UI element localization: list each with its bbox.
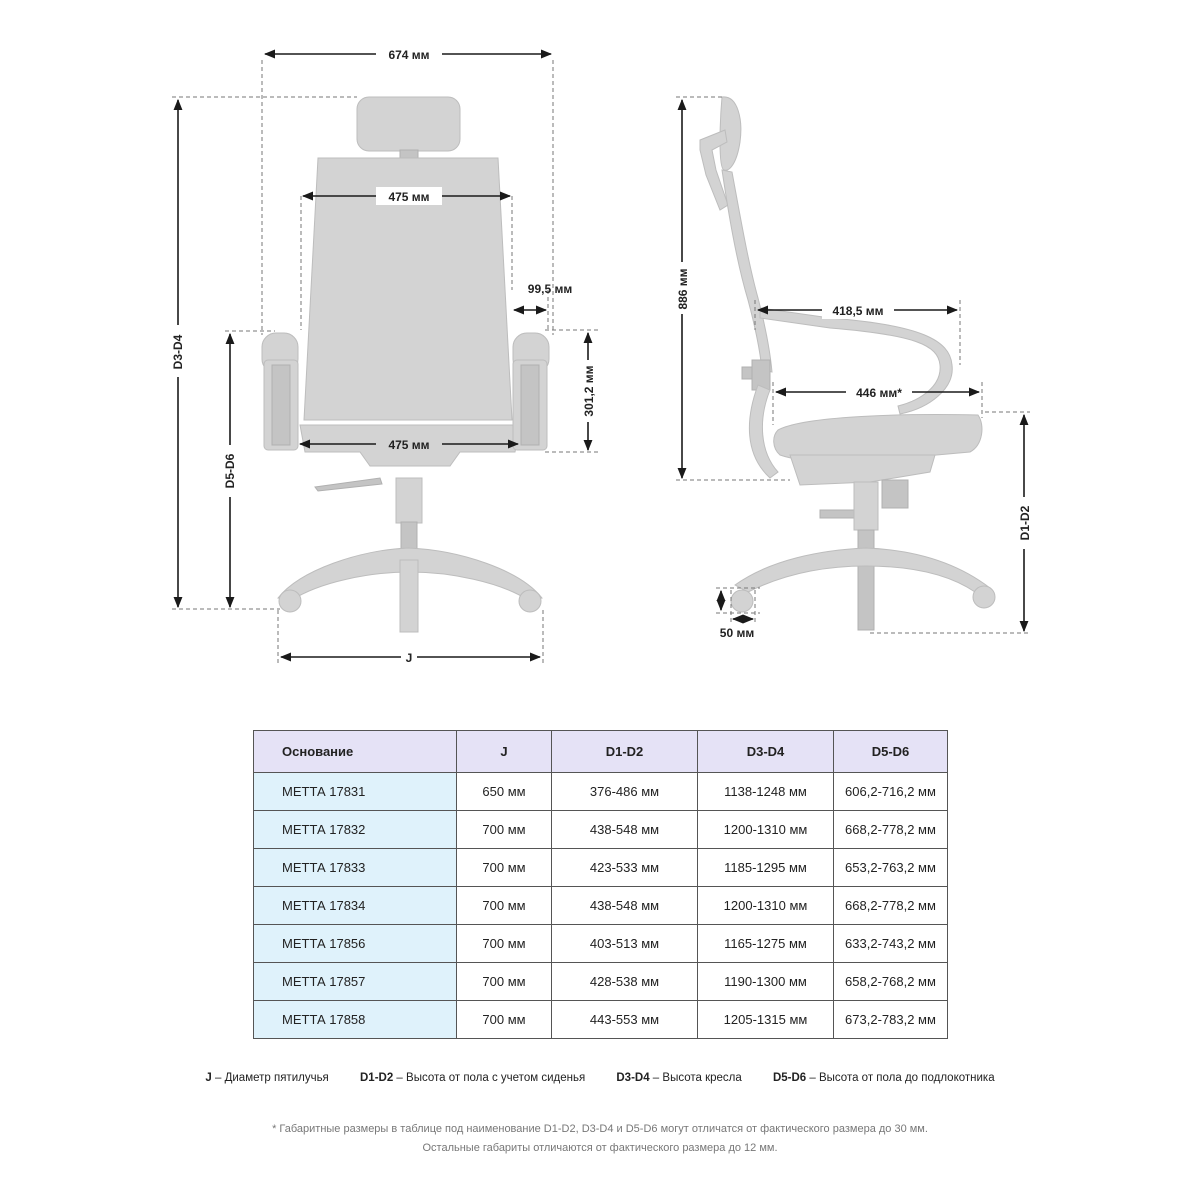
legend-item-j: J – Диаметр пятилучья xyxy=(205,1072,329,1084)
front-armrest-left xyxy=(262,333,298,450)
cell-d3d4: 1200-1310 мм xyxy=(698,811,834,849)
side-gas-lift xyxy=(854,482,878,530)
cell-base: МЕТТА 17857 xyxy=(254,963,457,1001)
cell-base: МЕТТА 17834 xyxy=(254,887,457,925)
dim-label-d5d6: D5-D6 xyxy=(223,453,237,489)
cell-j: 700 мм xyxy=(457,925,552,963)
cell-d1d2: 438-548 мм xyxy=(552,811,698,849)
footnote-line: * Габаритные размеры в таблице под наименование D1-D2, D3-D4 и D5-D6 могут отличатся от фактического размера до 30 мм. xyxy=(272,1123,928,1135)
cell-j: 700 мм xyxy=(457,811,552,849)
side-back-frame xyxy=(722,170,772,372)
legend-item-d1d2: D1-D2 – Высота от пола с учетом сиденья xyxy=(360,1072,586,1084)
cell-base: МЕТТА 17833 xyxy=(254,849,457,887)
cell-d5d6: 668,2-778,2 мм xyxy=(834,887,948,925)
dim-back-height: 886 мм xyxy=(676,268,690,310)
cell-j: 700 мм xyxy=(457,963,552,1001)
dim-armrest-height: 301,2 мм xyxy=(582,365,596,417)
table-row xyxy=(254,811,948,849)
dim-armrest-width: 99,5 мм xyxy=(527,282,573,296)
footnotes xyxy=(0,1120,1200,1158)
front-armrest-right xyxy=(513,333,549,450)
cell-d5d6: 658,2-768,2 мм xyxy=(834,963,948,1001)
cell-j: 700 мм xyxy=(457,849,552,887)
cell-d1d2: 443-553 мм xyxy=(552,1001,698,1039)
dim-label-d1d2: D1-D2 xyxy=(1018,505,1032,541)
dim-back-width: 475 мм xyxy=(388,190,430,204)
front-view-chair xyxy=(262,97,549,632)
table-row xyxy=(254,849,948,887)
cell-d3d4: 1165-1275 мм xyxy=(698,925,834,963)
cell-d3d4: 1185-1295 мм xyxy=(698,849,834,887)
dim-overall-width: 674 мм xyxy=(388,48,430,62)
table-row xyxy=(254,963,948,1001)
cell-j: 700 мм xyxy=(457,1001,552,1039)
footnote-line: Остальные габариты отличаются от фактического размера до 12 мм. xyxy=(422,1142,778,1154)
cell-j: 700 мм xyxy=(457,887,552,925)
cell-d1d2: 423-533 мм xyxy=(552,849,698,887)
cell-d3d4: 1200-1310 мм xyxy=(698,887,834,925)
cell-d5d6: 673,2-783,2 мм xyxy=(834,1001,948,1039)
dim-seat-width: 475 мм xyxy=(388,438,430,452)
cell-base: МЕТТА 17831 xyxy=(254,773,457,811)
col-header-d3d4: D3-D4 xyxy=(698,731,834,773)
spec-table xyxy=(253,730,948,1039)
cell-d3d4: 1190-1300 мм xyxy=(698,963,834,1001)
dim-label-d3d4: D3-D4 xyxy=(171,334,185,370)
side-caster xyxy=(731,590,753,612)
cell-base: МЕТТА 17856 xyxy=(254,925,457,963)
cell-d5d6: 653,2-763,2 мм xyxy=(834,849,948,887)
front-gas-lift xyxy=(396,478,422,523)
cell-d1d2: 376-486 мм xyxy=(552,773,698,811)
cell-base: МЕТТА 17832 xyxy=(254,811,457,849)
cell-d1d2: 428-538 мм xyxy=(552,963,698,1001)
front-headrest xyxy=(357,97,460,151)
dim-caster: 50 мм xyxy=(719,626,755,640)
cell-d5d6: 606,2-716,2 мм xyxy=(834,773,948,811)
col-header-j: J xyxy=(457,731,552,773)
table-row xyxy=(254,887,948,925)
table-header-row xyxy=(254,731,948,773)
cell-d5d6: 633,2-743,2 мм xyxy=(834,925,948,963)
cell-d1d2: 403-513 мм xyxy=(552,925,698,963)
cell-d1d2: 438-548 мм xyxy=(552,887,698,925)
cell-d5d6: 668,2-778,2 мм xyxy=(834,811,948,849)
legend-item-d5d6: D5-D6 – Высота от пола до подлокотника xyxy=(772,1072,995,1084)
side-view-chair xyxy=(700,97,995,630)
table-row xyxy=(254,1001,948,1039)
dim-armrest-depth: 418,5 мм xyxy=(832,304,884,318)
cell-base: МЕТТА 17858 xyxy=(254,1001,457,1039)
col-header-d5d6: D5-D6 xyxy=(834,731,948,773)
dim-label-j: J xyxy=(405,651,413,665)
legend xyxy=(0,1072,1200,1084)
cell-j: 650 мм xyxy=(457,773,552,811)
col-header-base: Основание xyxy=(254,731,457,773)
cell-d3d4: 1205-1315 мм xyxy=(698,1001,834,1039)
cell-d3d4: 1138-1248 мм xyxy=(698,773,834,811)
legend-item-d3d4: D3-D4 – Высота кресла xyxy=(616,1072,742,1084)
dim-seat-depth: 446 мм* xyxy=(856,386,902,400)
col-header-d1d2: D1-D2 xyxy=(552,731,698,773)
table-row xyxy=(254,925,948,963)
table-row xyxy=(254,773,948,811)
